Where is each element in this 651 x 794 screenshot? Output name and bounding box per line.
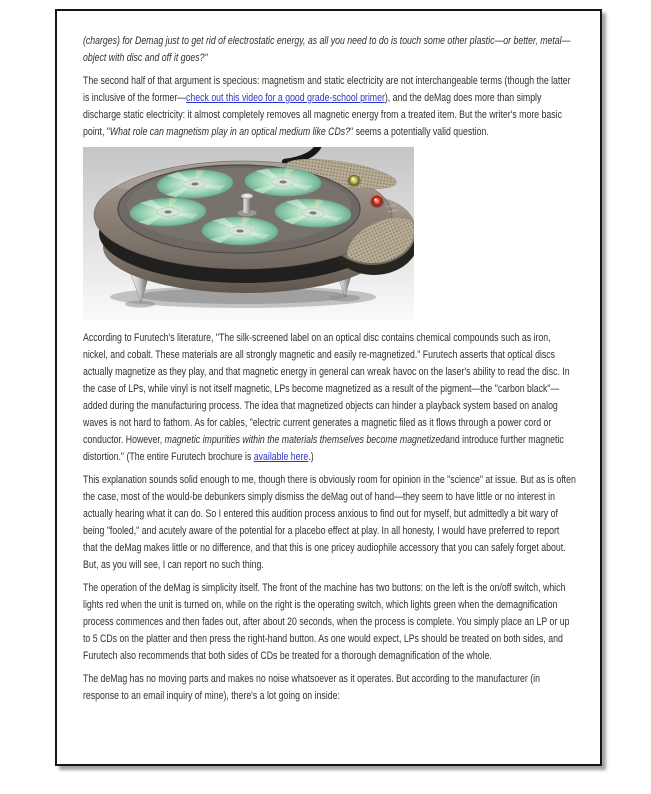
article-text-top xyxy=(83,33,576,141)
paragraph-text: The operation of the deMag is simplicity itself. The front of the machine has two buttons: on the left is the on/off switch, which lights red when the unit is turned on, while on the right is the operating switch, which lights green when the demagnification process commences and then fades out, after about 20 seconds, when the process is complete. You simply place an LP or up to 5 CDs on the platter and then press the right-hand button. As one would expect, LPs should be treated on both sides, and Furutech also recommends that both sides of CDs be treated for a thorough demagnification of the whole. xyxy=(83,582,570,662)
document-page xyxy=(55,9,602,766)
furutech-brochure-link[interactable]: available here xyxy=(253,451,309,463)
paragraph-quote: What role can magnetism play in an optical medium like CDs? xyxy=(109,126,351,138)
demag-product-photo-svg xyxy=(83,147,414,320)
paragraph-text: .) xyxy=(308,451,314,463)
paragraph-text: (charges) for Demag just to get rid of electrostatic energy, as all you need to do is touch some other plastic—or better, metal—object with disc and off it goes?" xyxy=(83,35,571,64)
paragraph-text: According to Furutech's literature, "The silk-screened label on an optical disc contains chemical compounds such as iron, nickel, and cobalt. These materials are all strongly magnetic and easily re-magnetized." Furutech asserts that optical discs actually magnetize as they play, and that magnetic energy in general can wreak havoc on the laser's ability to read the disc. In the case of LPs, while vinyl is not itself magnetic, LPs become magnetized as a result of the pigment—the "carbon black"—added during the manufacturing process. The idea that magnetized objects can hinder a playback system based on analog waves is not hard to fathom. As for cables, "electric current generates a magnetic filed as it flows through a power cord or conductor. However, xyxy=(83,332,570,446)
paragraph-text: The deMag has no moving parts and makes no noise whatsoever as it operates. But according to the manufacturer (in response to an email inquiry of mine), there's a lot going on inside: xyxy=(83,673,540,702)
paragraph xyxy=(83,33,576,67)
paragraph-quote: magnetic impurities within the materials themselves become magnetized xyxy=(164,434,446,446)
paragraph xyxy=(83,73,576,141)
paragraph xyxy=(83,580,576,665)
paragraph xyxy=(83,330,576,466)
article-text-bottom xyxy=(83,330,576,705)
paragraph-text: and introduce further magnetic distortion." (The entire Furutech brochure is xyxy=(83,434,564,463)
paragraph xyxy=(83,671,576,705)
paragraph xyxy=(83,472,576,574)
paragraph-text: ), and the deMag does more than simply discharge static electricity: it almost completely removes all magnetic energy from a treated item. But the writer's more basic point, " xyxy=(83,92,562,138)
paragraph-text: " seems a potentially valid question. xyxy=(350,126,489,138)
demag-product-photo xyxy=(83,147,414,320)
paragraph-text: The second half of that argument is specious: magnetism and static electricity are not interchangeable terms (though the latter is inclusive of the former— xyxy=(83,75,571,104)
power-button-led xyxy=(370,194,385,209)
paragraph-text: This explanation sounds solid enough to me, though there is obviously room for opinion in the "science" at issue. But as is often the case, most of the would-be debunkers simply dismiss the deMag out of hand—they seem to have little or no interest in actually hearing what it can do. So I entered this audition process anxious to find out for myself, but admittedly a bit wary of being "fooled," and acutely aware of the potential for a placebo effect at play. In all honesty, I would have preferred to report that the deMag makes little or no difference, and that this is one pricey audiophile accessory that you can safely forget about. But, as you will see, I can report no such thing. xyxy=(83,474,576,571)
grade-school-primer-link[interactable]: check out this video for a good grade-school primer xyxy=(186,92,385,104)
